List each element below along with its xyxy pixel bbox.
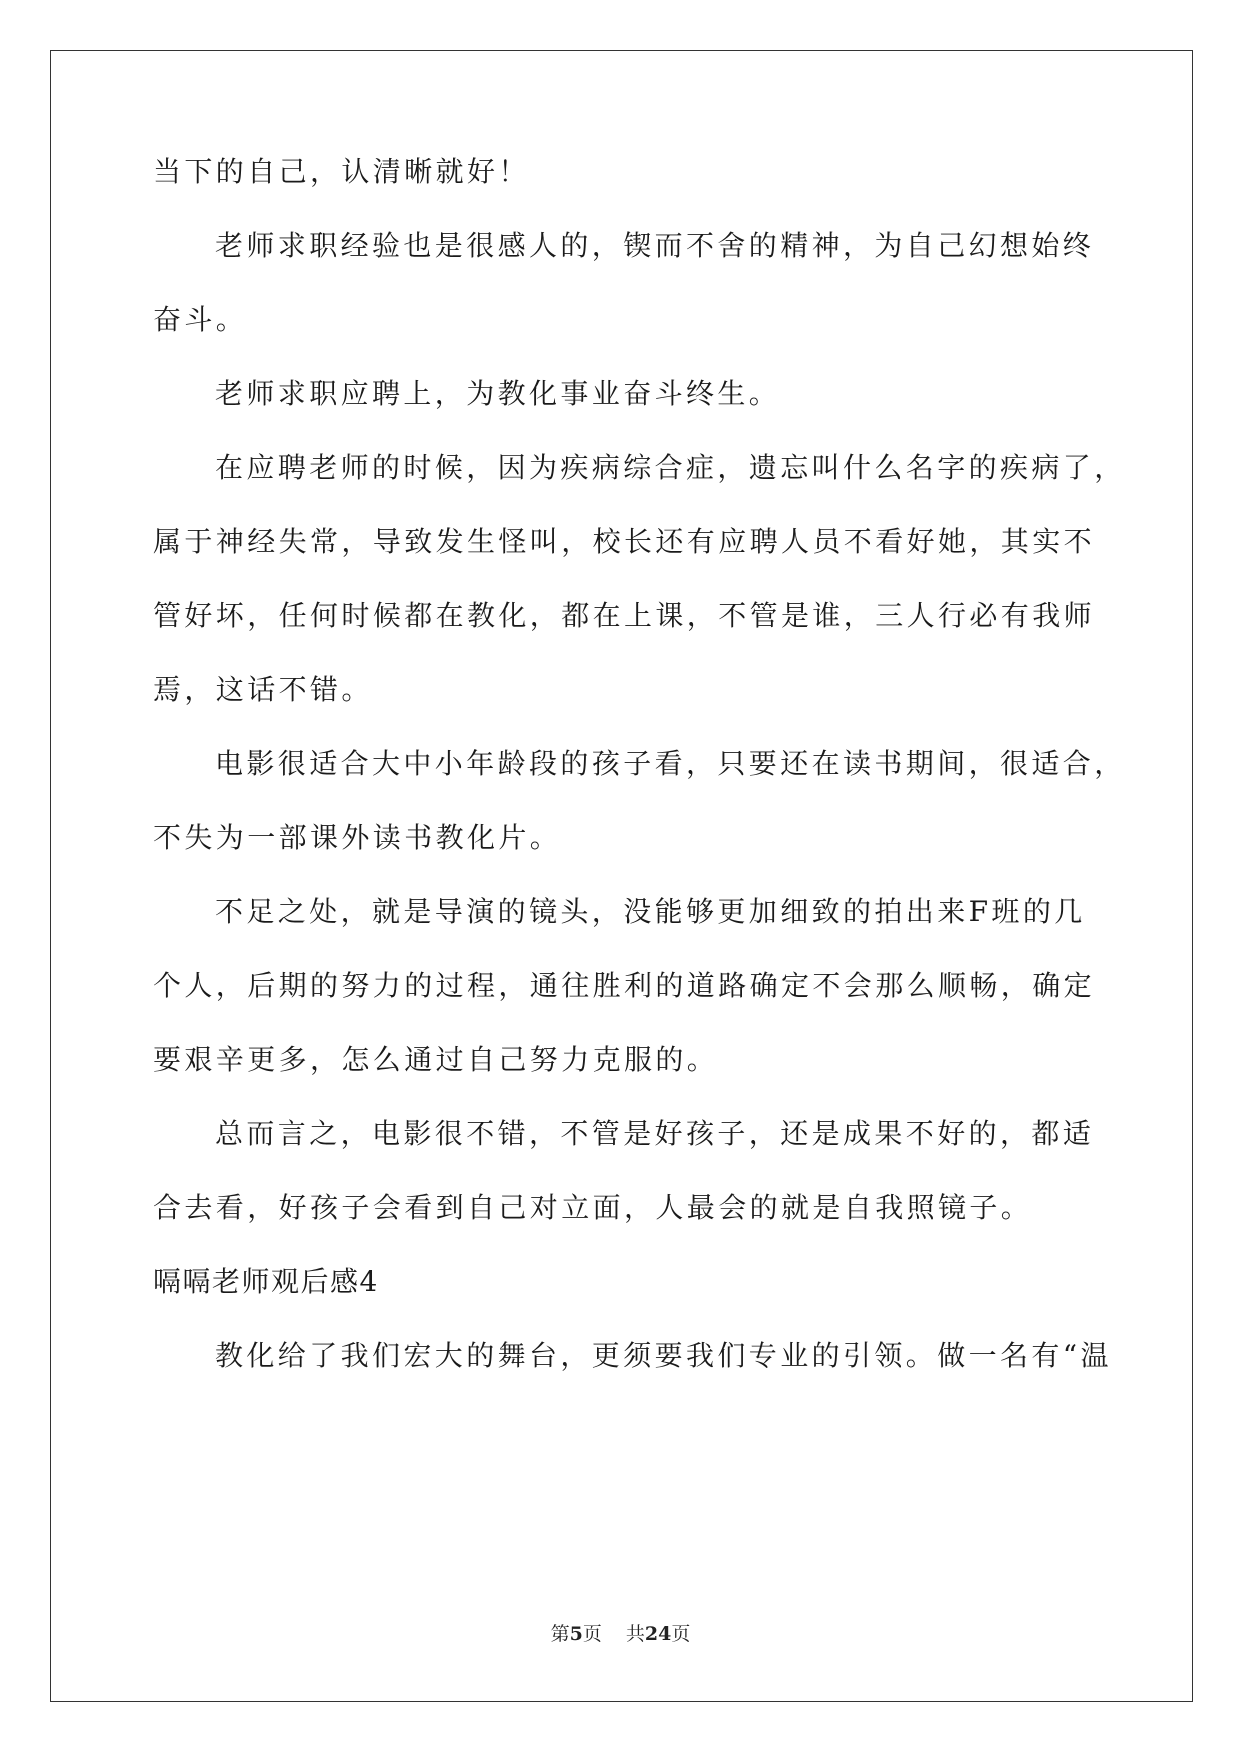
text-line: 不失为一部课外读书教化片。 [153, 821, 562, 854]
text-line: 焉，这话不错。 [153, 673, 373, 706]
text-line: 管好坏，任何时候都在教化，都在上课，不管是谁，三人行必有我师 [153, 599, 1096, 632]
text-line: 奋斗。 [153, 303, 248, 336]
text-line: 个人，后期的努力的过程，通往胜利的道路确定不会那么顺畅，确定 [153, 969, 1096, 1002]
text-line: 当下的自己，认清晰就好！ [153, 155, 530, 188]
paragraph-first-line: 电影很适合大中小年龄段的孩子看，只要还在读书期间，很适合， [215, 747, 1126, 780]
page-number-suffix: 页 [582, 1623, 602, 1645]
current-page-number: 5 [569, 1623, 583, 1645]
page-number-prefix: 第 [550, 1623, 570, 1645]
paragraph-first-line: 教化给了我们宏大的舞台，更须要我们专业的引领。做一名有“温 [215, 1339, 1112, 1372]
paragraph-first-line: 总而言之，电影很不错，不管是好孩子，还是成果不好的，都适 [215, 1117, 1095, 1150]
page-border [50, 50, 1193, 1702]
section-heading: 嗝嗝老师观后感4 [153, 1265, 379, 1298]
paragraph-first-line: 不足之处，就是导演的镜头，没能够更加细致的拍出来F班的几 [215, 895, 1086, 928]
total-pages-prefix: 共 [625, 1623, 645, 1645]
text-line: 属于神经失常，导致发生怪叫，校长还有应聘人员不看好她，其实不 [153, 525, 1096, 558]
page-footer [0, 1620, 1241, 1648]
total-pages-suffix: 页 [671, 1623, 691, 1645]
text-line: 要艰辛更多，怎么通过自己努力克服的。 [153, 1043, 719, 1076]
paragraph-first-line: 老师求职经验也是很感人的，锲而不舍的精神，为自己幻想始终 [215, 229, 1095, 262]
paragraph-first-line: 老师求职应聘上，为教化事业奋斗终生。 [215, 377, 781, 410]
text-line: 合去看，好孩子会看到自己对立面，人最会的就是自我照镜子。 [153, 1191, 1033, 1224]
total-page-count: 24 [644, 1623, 672, 1645]
paragraph-first-line: 在应聘老师的时候，因为疾病综合症，遗忘叫什么名字的疾病了， [215, 451, 1126, 484]
